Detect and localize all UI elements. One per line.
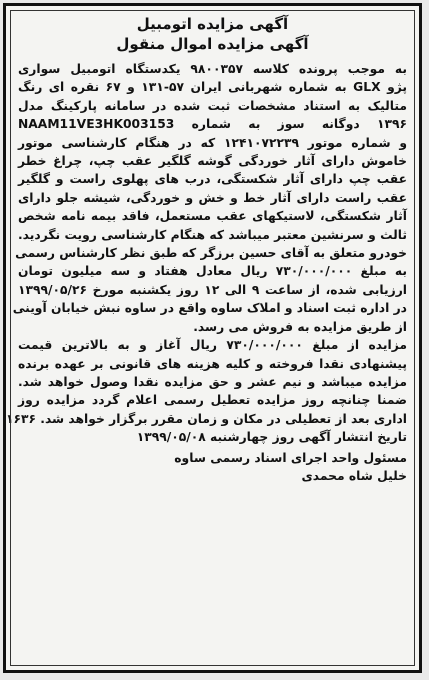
body-line: عقب راست دارای آثار خط و خش و خوردگی، شیشه جلو دارای [18,190,407,205]
notice-title-2: آگهی مزایده اموال منقول [116,35,309,53]
body-line: به مبلغ ۷۳۰/۰۰۰/۰۰۰ ریال معادل هفتاد و سه میلیون تومان [18,264,407,279]
body-line: ضمنا چنانچه روز مزایده تعطیل رسمی اعلام گردد مزایده روز [18,393,407,408]
notice-frame [3,3,422,673]
body-line: از طریق مزایده به فروش می رسد. [193,319,407,334]
body-line: ۱۳۹۶ دوگانه سوز به شماره NAAM11VE3HK003153 [18,117,407,132]
body-line: آثار شکستگی، لاستیکهای عقب مستعمل، فاقد بیمه نامه شخص [18,209,407,224]
body-line: و شماره موتور ۱۲۴۱۰۷۲۲۳۹ که در هنگام کارشناسی موتور [18,135,407,150]
body-line: خاموش دارای آثار خوردگی گوشه گلگیر عقب چپ، چراغ خطر [18,154,407,169]
signature-block [18,449,407,486]
body-line: عقب چپ دارای آثار شکستگی، درب های پهلوی راست و گلگیر [18,172,407,187]
body-line: اداری بعد از تعطیلی در مکان و زمان مقرر برگزار خواهد شد. ۱۶۳۶ [5,411,407,426]
publication-date-line: تاریخ انتشار آگهی روز چهارشنبه ۱۳۹۹/۰۵/۰۸ [136,430,407,445]
body-line: پژو GLX به شماره شهربانی ایران ۵۷-۱۳۱ و ۶۷ نقره ای رنگ [18,80,407,95]
signature-title: مسئول واحد اجرای اسناد رسمی ساوه [174,450,407,465]
body-line: متالیک به استناد مشخصات ثبت شده در سامانه پارکینگ مدل [18,98,407,113]
body-line: پیشنهادی نقدا فروخته و کلیه هزینه های قانونی بر عهده برنده [18,356,407,371]
body-line: در اداره ثبت اسناد و املاک ساوه واقع در ساوه نبش خیابان آوینی [12,301,407,316]
body-line: خودرو متعلق به آقای حسین برزگر که طبق نظر کارشناس رسمی [15,246,407,261]
body-line: به موجب پرونده کلاسه ۹۸۰۰۳۵۷ یکدستگاه اتومبیل سواری [18,62,407,76]
body-line: ثالث و سرنشین معتبر میباشد که هنگام کارشناسی رویت نگردید. [18,227,407,242]
body-line: مزایده از مبلغ ۷۳۰/۰۰۰/۰۰۰ ریال آغاز و به بالاترین قیمت [18,338,408,353]
signature-name: خلیل شاه محمدی [301,468,407,483]
notice-body [5,60,408,447]
notice-title-1: آگهی مزایده اتومبیل [136,15,289,33]
body-line: مزایده میباشد و نیم عشر و حق مزایده نقدا وصول خواهد شد. [18,374,407,389]
notice-content [5,14,408,662]
body-line: ارزیابی شده، از ساعت ۹ الی ۱۲ روز یکشنبه مورخ ۱۳۹۹/۰۵/۲۶ [18,282,407,297]
